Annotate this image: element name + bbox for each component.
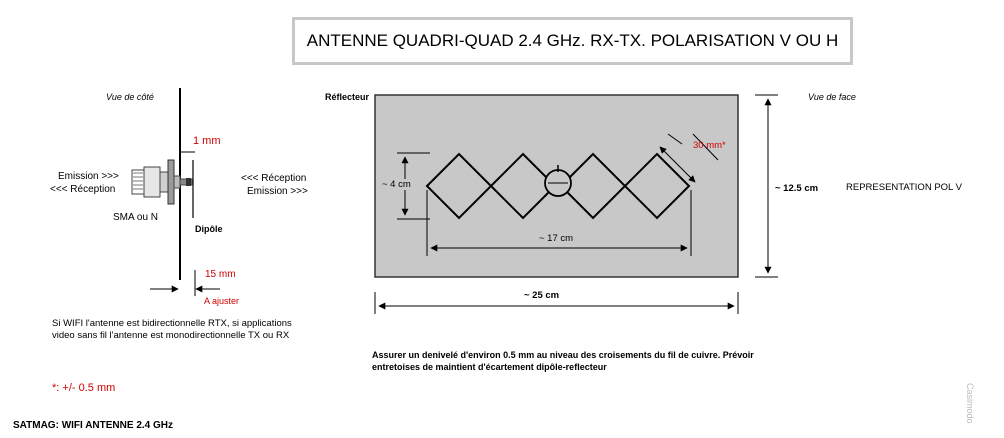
dim-15mm-label: 15 mm: [205, 269, 236, 280]
emission-left-label: Emission >>>: [58, 171, 119, 182]
page-title: ANTENNE QUADRI-QUAD 2.4 GHz. RX-TX. POLARISATION V OU H: [306, 31, 839, 50]
dim-30mm-label: 30 mm*: [693, 140, 726, 151]
reception-right-label: <<< Réception: [241, 173, 307, 184]
front-view-caption: Vue de face: [808, 92, 856, 102]
dim-4cm-label: ~ 4 cm: [382, 179, 411, 190]
dim-12-5cm-label: ~ 12.5 cm: [775, 183, 819, 194]
front-view-drawing: [375, 95, 778, 314]
dim-1mm-label: 1 mm: [193, 135, 221, 147]
adjust-label: A ajuster: [204, 296, 240, 306]
footer-label: SATMAG: WIFI ANTENNE 2.4 GHz: [13, 420, 173, 431]
assembly-note-line-1: Assurer un denivelé d'environ 0.5 mm au niveau des croisements du fil de cuivre. Prévoir: [372, 350, 754, 360]
reflector-label: Réflecteur: [325, 92, 370, 102]
assembly-note-line-2: entretoises de maintient d'écartement dipôle-reflecteur: [372, 362, 607, 372]
reception-left-label: <<< Réception: [50, 184, 116, 195]
dim-17cm-label: ~ 17 cm: [539, 233, 574, 244]
dim-25cm-label: ~ 25 cm: [524, 290, 560, 301]
wifi-note-line-2: video sans fil l'antenne est monodirectionnelle TX ou RX: [52, 330, 290, 341]
polarization-label: REPRESENTATION POL V: [846, 182, 962, 193]
emission-right-label: Emission >>>: [247, 186, 308, 197]
tolerance-note: *: +/- 0.5 mm: [52, 382, 116, 394]
side-view-caption: Vue de côté: [106, 92, 154, 102]
wifi-note-line-1: Si WIFI l'antenne est bidirectionnelle RTX, si applications: [52, 318, 292, 329]
side-view-drawing: [132, 88, 220, 296]
sma-connector-icon: [132, 160, 192, 204]
watermark-label: Casimodo: [965, 383, 975, 424]
dipole-label: Dipôle: [195, 224, 223, 234]
connector-label: SMA ou N: [113, 212, 159, 223]
